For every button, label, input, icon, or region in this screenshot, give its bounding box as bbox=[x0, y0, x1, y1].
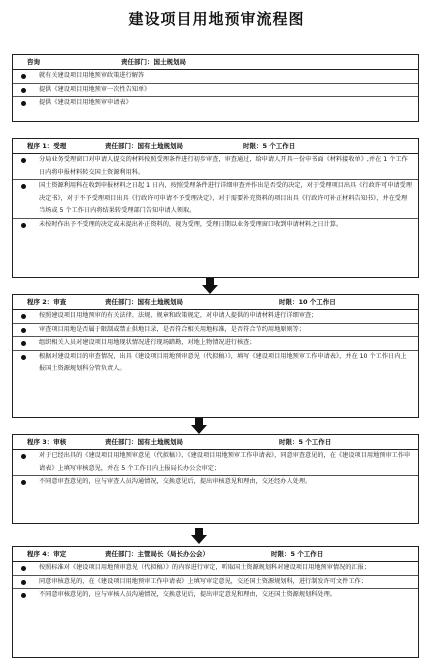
stage3-header bbox=[13, 435, 418, 450]
list-item: 不同意审查意见的，应与审查人员沟通情况，交换意见后，提出审核意见和理由，交还经办人处理。 bbox=[13, 476, 418, 489]
list-item: 国土资源利用科在收到申报材料之日起 1 日内，按照受理条件进行详细审查并作出是否受的决定，对于受理项目出具《行政许可申请受理决定书》，对于不予受理项目出具《行政许可申请不予受理决定》，对于需要补充资料的项目出具《行政许可补正材料告知书》，并在受理当场或 5 个工作日内将结果转受理部门告知申请人领取。 bbox=[13, 180, 418, 219]
list-item: 根据对建设项目的审查情况，出具《建设项目用地预审意见（代拟稿）》，填写《建设项目用地预审工作申请表》，并在 10 个工作日内上报国土资源规划科分管负责人。 bbox=[13, 351, 418, 376]
stage3-box bbox=[12, 434, 419, 524]
bullet-icon bbox=[21, 184, 26, 189]
page-title: 建设项目用地预审流程图 bbox=[128, 10, 305, 28]
list-item: 按照建设项目用地预审的有关法律、法规、规章和政策规定，对申请人提供的申请材料进行详细审查； bbox=[13, 310, 418, 324]
stage3-dept: 责任部门：国有土地规划局 bbox=[105, 438, 183, 446]
list-item: 同意审核意见的，在《建设项目用地预审工作申请表》上填写审定意见，交还国土资源规划科，进行制发许可文件工作； bbox=[13, 576, 418, 590]
list-item: 不同意审核意见的，应与审核人员沟通情况，交换意见后，提出审定意见和理由，交还国土资源规划科处理。 bbox=[13, 589, 418, 602]
bullet-icon bbox=[21, 593, 26, 598]
bullet-icon bbox=[21, 580, 26, 585]
arrow-down-icon bbox=[202, 278, 218, 294]
stage1-time: 时限：5 个工作日 bbox=[243, 142, 296, 150]
list-item: 审查项目用地是否属于限制或禁止供地目录，是否符合相关用地标准，是否符合节约用地原则等； bbox=[13, 324, 418, 338]
stage1-label: 程序 1：受理 bbox=[27, 142, 67, 150]
bullet-icon bbox=[21, 328, 26, 333]
bullet-icon bbox=[21, 355, 26, 360]
arrow-down-icon bbox=[191, 418, 207, 434]
bullet-icon bbox=[21, 454, 26, 459]
list-item: 对于已经出具的《建设项目用地预审意见（代拟稿）》、《建设项目用地预审工作申请表》，同意审查意见的，在《建设项目用地预审工作申请表》上填写审核意见，并在 5 个工作日内上报局长办公会审定； bbox=[13, 450, 418, 476]
stage3-time: 时限：5 个工作日 bbox=[279, 438, 332, 446]
bullet-icon bbox=[21, 101, 26, 106]
stage4-header bbox=[13, 547, 418, 562]
bullet-icon bbox=[21, 314, 26, 319]
bullet-icon bbox=[21, 88, 26, 93]
stage2-time: 时限：10 个工作日 bbox=[279, 298, 336, 306]
stage4-label: 程序 4：审定 bbox=[27, 550, 67, 558]
list-item: 组织相关人员对建设项目用地现状情况进行现场踏勘，对地上物情况进行核查； bbox=[13, 337, 418, 351]
bullet-icon bbox=[21, 74, 26, 79]
consult-box bbox=[12, 54, 419, 122]
stage1-header bbox=[13, 139, 418, 154]
list-item: 提供《建设项目用地预审一次性告知单》 bbox=[13, 84, 418, 98]
stage2-dept: 责任部门：国有土地规划局 bbox=[105, 298, 183, 306]
list-item: 提供《建设项目用地预审申请表》 bbox=[13, 97, 418, 110]
consult-label: 咨询 bbox=[27, 58, 40, 66]
bullet-icon bbox=[21, 566, 26, 571]
arrow-down-icon bbox=[191, 528, 207, 544]
stage3-label: 程序 3：审核 bbox=[27, 438, 67, 446]
stage2-header bbox=[13, 295, 418, 310]
list-item: 未按时作出予不受理的决定或未提出补正资料的，视为受理，受理日期以业务受理窗口收到申请材料之日计算。 bbox=[13, 219, 418, 232]
bullet-icon bbox=[21, 480, 26, 485]
stage4-time: 时限：5 个工作日 bbox=[271, 550, 324, 558]
bullet-icon bbox=[21, 158, 26, 163]
consult-header bbox=[13, 55, 418, 70]
list-item: 就有关建设项目用地预审政策进行解答 bbox=[13, 70, 418, 84]
list-item: 分局业务受理窗口对申请人提交的材料按照受理条件进行初步审查，审查通过，给申请人开具一份申书面《材料接收单》,并在 1 个工作日内将申报材料转交国土资源利用科。 bbox=[13, 154, 418, 180]
stage1-dept: 责任部门：国有土地规划局 bbox=[105, 142, 183, 150]
stage4-box bbox=[12, 546, 419, 658]
bullet-icon bbox=[21, 341, 26, 346]
stage2-box bbox=[12, 294, 419, 418]
list-item: 按照标准对《建设项目用地预审意见（代拟稿）》的内容进行审定，听取国土资源规划科对建设项目用地预审情况的汇报； bbox=[13, 562, 418, 576]
stage4-dept: 责任部门：主管局长（局长办公会） bbox=[105, 550, 209, 558]
consult-dept: 责任部门：国土规划局 bbox=[121, 58, 186, 66]
stage2-label: 程序 2：审查 bbox=[27, 298, 67, 306]
bullet-icon bbox=[21, 223, 26, 228]
stage1-box bbox=[12, 138, 419, 278]
